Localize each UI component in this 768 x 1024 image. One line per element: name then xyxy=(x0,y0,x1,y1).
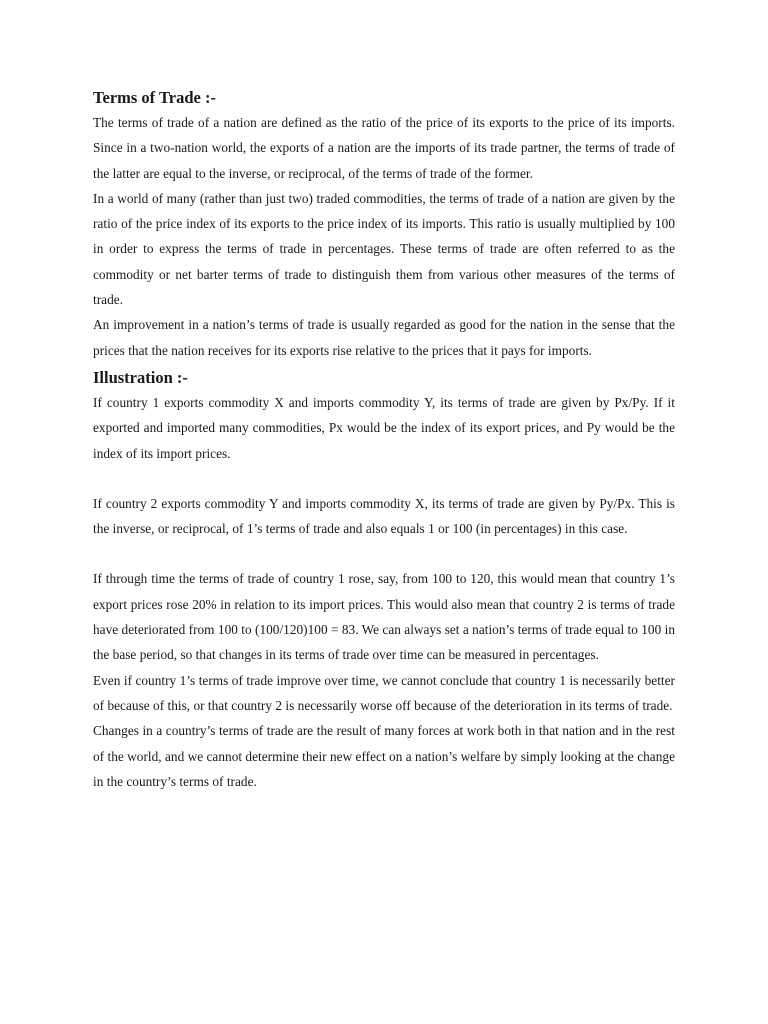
paragraph-many-commodities: In a world of many (rather than just two) traded commodities, the terms of trade of a nation are given by the ratio of the price index of its exports to the price index of its imports. This ratio is usually multiplied by 100 in order to express the terms of trade in percentages. These terms of trade are often referred to as the commodity or net barter terms of trade to distinguish them from various other measures of the terms of trade. xyxy=(93,190,675,308)
paragraph-country-1: If country 1 exports commodity X and imports commodity Y, its terms of trade are given by Px/Py. If it exported and imported many commodities, Px would be the index of its export prices, and Py would be the index of its import prices. xyxy=(93,394,675,461)
paragraph-definition: The terms of trade of a nation are defined as the ratio of the price of its exports to the price of its imports. Since in a two-nation world, the exports of a nation are the imports of its trade partner, the terms of trade of the latter are equal to the inverse, or reciprocal, of the terms of trade of the former. xyxy=(93,115,675,181)
paragraph-improve-over-time: Even if country 1’s terms of trade improve over time, we cannot conclude that country 1 is necessarily better of because of this, or that country 2 is necessarily worse off because of the deterioration in its terms of trade. xyxy=(93,672,675,713)
document-body xyxy=(93,86,675,794)
section-heading-illustration: Illustration :- xyxy=(93,367,188,387)
paragraph-improvement: An improvement in a nation’s terms of trade is usually regarded as good for the nation in the sense that the prices that the nation receives for its exports rise relative to the prices that it pays for imports. xyxy=(93,317,675,358)
paragraph-country-2: If country 2 exports commodity Y and imports commodity X, its terms of trade are given by Py/Px. This is the inverse, or reciprocal, of 1’s terms of trade and also equals 1 or 100 (in percentages) in this case. xyxy=(93,495,675,537)
paragraph-change-over-time: If through time the terms of trade of country 1 rose, say, from 100 to 120, this would mean that country 1’s export prices rose 20% in relation to its import prices. This would also mean that country 2 is terms of trade have deteriorated from 100 to (100/120)100 = 83. We can always set a nation’s terms of trade equal to 100 in the base period, so that changes in its terms of trade over time can be measured in percentages. xyxy=(93,571,675,663)
paragraph-changes-forces: Changes in a country’s terms of trade are the result of many forces at work both in that nation and in the rest of the world, and we cannot determine their new effect on a nation’s welfare by simply looking at the change in the country’s terms of trade. xyxy=(93,723,675,789)
section-heading-terms-of-trade: Terms of Trade :- xyxy=(93,88,216,107)
